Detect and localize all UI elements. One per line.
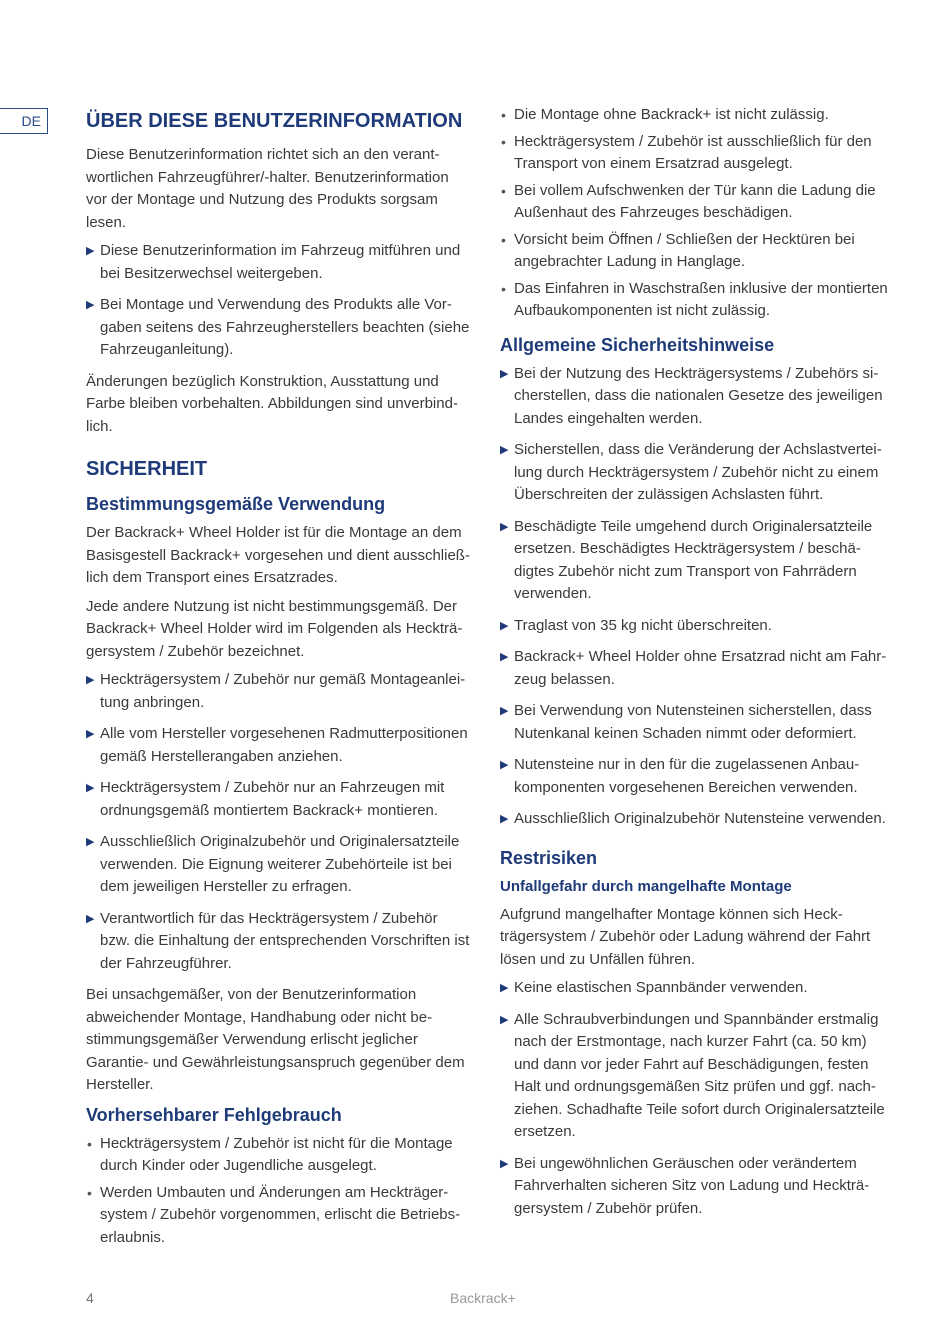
list-item: ▶ Verantwortlich für das Heckträgersystem / Zubehör bzw. die Einhaltung der entsprechenden Vorschriften ist der Fahrzeugführer. [86, 909, 470, 972]
arrow-bullet-icon: ▶ [500, 520, 509, 533]
arrow-bullet-icon: ▶ [500, 759, 509, 771]
arrow-bullet-icon: ▶ [500, 705, 509, 717]
misuse-list-continued [500, 104, 888, 323]
arrow-bullet-icon: ▶ [86, 782, 95, 794]
list-item: ▶ Bei ungewöhnlichen Geräuschen oder verändertem Fahrverhalten sicheren Sitz von Ladung und Heckträgersystem / Zubehör prüfen. [500, 1154, 870, 1217]
page-number: 4 [86, 1290, 94, 1306]
arrow-bullet-icon: ▶ [500, 444, 509, 456]
right-column [500, 104, 888, 1229]
list-item: ▶ Sicherstellen, dass die Veränderung der Achslastverteilung durch Heckträgersystem / Zubehör nicht zu einem Überschreiten der zulässigen Achslasten führt. [500, 441, 882, 503]
list-item: ▶ Heckträgersystem / Zubehör nur gemäß Montageanleitung anbringen. [86, 671, 466, 711]
list-item: ▶ Bei der Nutzung des Heckträgersystems / Zubehörs sicherstellen, dass die nationalen Gesetze des jeweiligen Landes eingehalten werden. [500, 364, 883, 427]
arrow-bullet-icon: ▶ [500, 619, 509, 632]
intended-list [86, 669, 470, 975]
dot-bullet-icon: • [501, 231, 506, 248]
changes-paragraph: Änderungen bezüglich Konstruktion, Ausstattung und Farbe bleiben vorbehalten. Abbildungen sind unverbindlich. [86, 372, 458, 435]
list-item: ▶ Backrack+ Wheel Holder ohne Ersatzrad nicht am Fahrzeug belassen. [500, 648, 887, 688]
list-item: ▶ Keine elastischen Spannbänder verwenden. [500, 977, 888, 1000]
list-item: ▶ Heckträgersystem / Zubehör nur an Fahrzeugen mit ordnungsgemäß montiertem Backrack+ montieren. [86, 779, 445, 819]
list-item: • Das Einfahren in Waschstraßen inklusive der montierten Aufbaukomponenten ist nicht zulässig. [501, 279, 888, 319]
subheading-accident-risk: Unfallgefahr durch mangelhafte Montage [500, 877, 792, 895]
dot-bullet-icon: • [501, 133, 506, 150]
accident-paragraph: Aufgrund mangelhafter Montage können sich Heckträgersystem / Zubehör oder Ladung während der Fahrt lösen und zu Unfällen führen. [500, 905, 871, 968]
arrow-bullet-icon: ▶ [86, 245, 95, 257]
intro-list [86, 240, 470, 362]
arrow-bullet-icon: ▶ [86, 912, 95, 925]
list-item: • Vorsicht beim Öffnen / Schließen der Hecktüren bei angebrachter Ladung in Hanglage. [501, 230, 855, 270]
list-item: ▶ Ausschließlich Originalzubehör und Originalersatzteile verwenden. Die Eignung weiterer Zubehörteile ist bei dem jeweiligen Hersteller zu erfragen. [86, 833, 460, 895]
intended-paragraph-2: Jede andere Nutzung ist nicht bestimmungsgemäß. Der Backrack+ Wheel Holder wird im Folgenden als Heckträgersystem / Zubehör bezeichnet. [86, 597, 463, 660]
list-item: ▶ Nutensteine nur in den für die zugelassenen Anbaukomponenten vorgesehenen Bereichen verwenden. [500, 756, 860, 796]
list-item: ▶ Bei Verwendung von Nutensteinen sicherstellen, dass Nutenkanal keinen Schaden nimmt oder deformiert. [500, 702, 872, 742]
list-item: ▶ Bei Montage und Verwendung des Produkts alle Vorgaben seitens des Fahrzeugherstellers beachten (siehe Fahrzeuganleitung). [86, 296, 470, 358]
general-safety-list [500, 363, 888, 831]
list-item: ▶ Alle vom Hersteller vorgesehenen Radmutterpositionen gemäß Herstellerangaben anziehen. [86, 725, 468, 765]
arrow-bullet-icon: ▶ [86, 299, 95, 311]
arrow-bullet-icon: ▶ [500, 367, 509, 380]
subheading-misuse: Vorhersehbarer Fehlgebrauch [86, 1104, 342, 1125]
section-title-about: ÜBER DIESE BENUTZERINFORMATION [86, 110, 463, 132]
left-column [86, 104, 470, 1253]
arrow-bullet-icon: ▶ [500, 1157, 509, 1170]
dot-bullet-icon: • [501, 280, 506, 297]
subheading-general-safety: Allgemeine Sicherheitshinweise [500, 334, 775, 355]
list-item: ▶ Diese Benutzerinformation im Fahrzeug mitführen und bei Besitzerwechsel weitergeben. [86, 242, 461, 282]
list-item: ▶ Alle Schraubverbindungen und Spannbänder erstmalig nach der Erstmontage, nach kurzer Fahrt (ca. 50 km) und dann vor jeder Fahrt auf Beschädigungen, festen Halt und ordnungsgemäßen Sitz prüfen und ggf. nachziehen. Schadhafte Teile sofort durch Originalersatzteile ersetzen. [500, 1010, 885, 1140]
arrow-bullet-icon: ▶ [500, 651, 509, 663]
arrow-bullet-icon: ▶ [86, 728, 95, 740]
language-tab: DE [0, 108, 48, 134]
arrow-bullet-icon: ▶ [86, 836, 95, 848]
subheading-intended-use: Bestimmungsgemäße Verwendung [86, 494, 386, 514]
arrow-bullet-icon: ▶ [500, 982, 509, 994]
warranty-paragraph: Bei unsachgemäßer, von der Benutzerinformation abweichender Montage, Handhabung oder nicht bestimmungsgemäßer Verwendung erlischt jeglicher Garantie- und Gewährleistungsanspruch gegenüber dem Hersteller. [86, 986, 465, 1093]
dot-bullet-icon: • [87, 1135, 92, 1152]
footer-brand: Backrack+ [450, 1290, 516, 1306]
list-item: ▶ Beschädigte Teile umgehend durch Originalersatzteile ersetzen. Beschädigtes Heckträgersystem / beschädigtes Zubehör nicht zum Transport von Fahrrädern verwenden. [500, 517, 873, 602]
list-item: • Die Montage ohne Backrack+ ist nicht zulässig. [500, 104, 888, 127]
intended-paragraph-1: Der Backrack+ Wheel Holder ist für die Montage an dem Basisgestell Backrack+ vorgesehen und dient ausschließlich dem Transport eines Ersatzrades. [86, 524, 470, 586]
arrow-bullet-icon: ▶ [500, 1013, 509, 1026]
section-title-safety: SICHERHEIT [86, 458, 208, 480]
dot-bullet-icon: • [501, 107, 506, 123]
misuse-list [86, 1133, 470, 1250]
list-item: • Bei vollem Aufschwenken der Tür kann die Ladung die Außenhaut des Fahrzeuges beschädigen. [501, 181, 876, 221]
intro-paragraph: Diese Benutzerinformation richtet sich an den verantwortlichen Fahrzeugführer/-halter. Benutzerinformation vor der Montage und Nutzung des Produkts sorgsam lesen. [86, 146, 449, 231]
list-item: ▶ Traglast von 35 kg nicht überschreiten. [500, 615, 888, 638]
list-item: ▶ Ausschließlich Originalzubehör Nutensteine verwenden. [500, 808, 888, 831]
accident-list [500, 977, 888, 1220]
subheading-residual-risks: Restrisiken [500, 847, 598, 868]
arrow-bullet-icon: ▶ [500, 813, 509, 825]
list-item: • Werden Umbauten und Änderungen am Heckträgersystem / Zubehör vorgenommen, erlischt die Betriebserlaubnis. [87, 1183, 461, 1246]
dot-bullet-icon: • [501, 182, 506, 199]
dot-bullet-icon: • [87, 1184, 92, 1201]
arrow-bullet-icon: ▶ [86, 674, 95, 686]
list-item: • Heckträgersystem / Zubehör ist ausschließlich für den Transport von einem Ersatzrad ausgelegt. [501, 132, 872, 172]
list-item: • Heckträgersystem / Zubehör ist nicht für die Montage durch Kinder oder Jugendliche ausgelegt. [87, 1134, 453, 1174]
